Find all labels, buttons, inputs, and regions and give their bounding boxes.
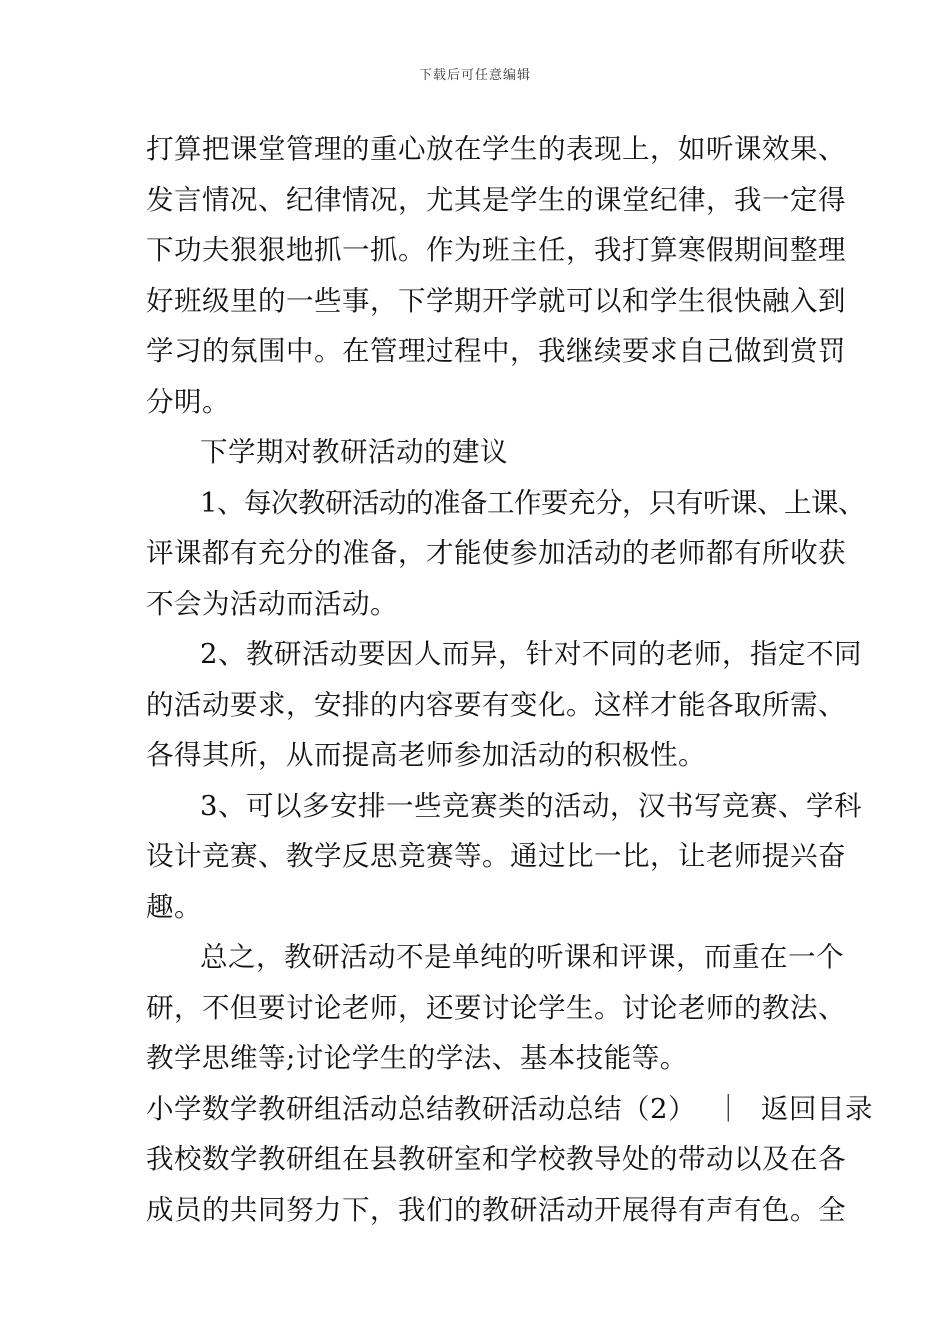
paragraph-line: 评课都有充分的准备，才能使参加活动的老师都有所收获 <box>146 537 846 569</box>
paragraph-line: 发言情况、纪律情况，尤其是学生的课堂纪律，我一定得 <box>146 183 846 216</box>
separator: ｜ <box>714 1092 743 1125</box>
paragraph-line: 趣。 <box>146 890 202 923</box>
paragraph-line: 分明。 <box>146 385 230 418</box>
document-body <box>146 124 873 1235</box>
paragraph-line: 打算把课堂管理的重心放在学生的表现上，如听课效果、 <box>146 133 846 165</box>
paragraph-line: 3、可以多安排一些竞赛类的活动，汉书写竞赛、学科 <box>200 789 862 822</box>
paragraph-line: 成员的共同努力下，我们的教研活动开展得有声有色。全 <box>146 1193 846 1226</box>
paragraph-line: 各得其所，从而提高老师参加活动的积极性。 <box>146 739 706 771</box>
paragraph-line: 好班级里的一些事，下学期开学就可以和学生很快融入到 <box>146 284 846 317</box>
paragraph-line: 下功夫狠狠地抓一抓。作为班主任，我打算寒假期间整理 <box>146 234 846 266</box>
paragraph-line: 教学思维等;讨论学生的学法、基本技能等。 <box>146 1042 688 1074</box>
paragraph-line: 设计竞赛、教学反思竞赛等。通过比一比，让老师提兴奋 <box>146 840 846 872</box>
section-title: 小学数学教研组活动总结教研活动总结（2） <box>146 1092 696 1125</box>
paragraph-line: 不会为活动而活动。 <box>146 587 398 620</box>
paragraph-line: 1、每次教研活动的准备工作要充分，只有听课、上课、 <box>200 486 865 519</box>
paragraph-line: 研，不但要讨论老师，还要讨论学生。讨论老师的教法、 <box>146 991 846 1024</box>
page-header-note: 下载后可任意编辑 <box>418 68 531 83</box>
paragraph-line: 的活动要求，安排的内容要有变化。这样才能各取所需、 <box>146 688 846 721</box>
paragraph-line: 总之，教研活动不是单纯的听课和评课，而重在一个 <box>200 941 844 973</box>
return-to-toc-link[interactable]: 返回目录 <box>760 1092 873 1125</box>
section-title-line <box>146 1084 873 1135</box>
paragraph-line: 我校数学教研组在县教研室和学校教导处的带动以及在各 <box>146 1143 846 1175</box>
paragraph-line: 学习的氛围中。在管理过程中，我继续要求自己做到赏罚 <box>146 335 846 367</box>
paragraph-line: 2、教研活动要因人而异，针对不同的老师，指定不同 <box>200 638 862 670</box>
subheading: 下学期对教研活动的建议 <box>200 436 508 468</box>
